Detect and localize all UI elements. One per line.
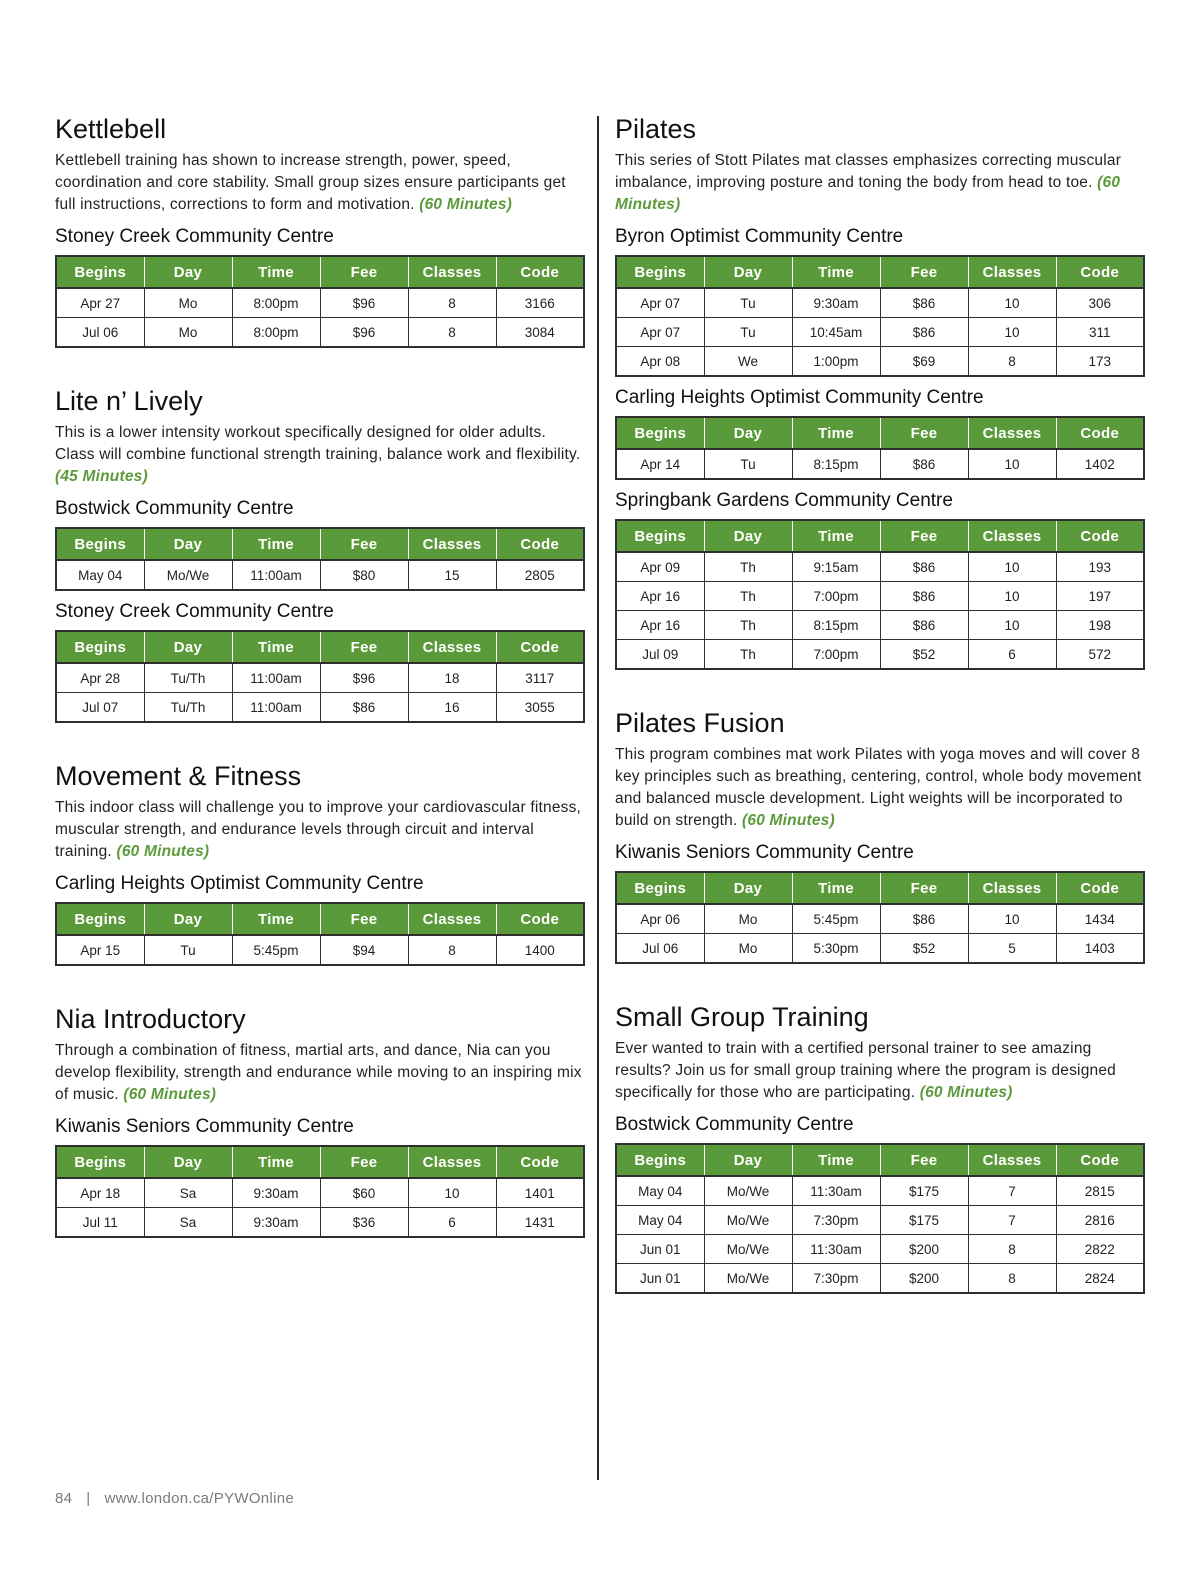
page-footer [55,1490,294,1507]
cell-classes: 8 [968,347,1056,377]
cell-day: Mo [704,904,792,934]
cell-code: 1402 [1056,449,1144,479]
program-movement-fitness [55,759,585,966]
schedule-table [615,255,1145,377]
column-header-classes: Classes [968,417,1056,449]
column-header-code: Code [1056,520,1144,552]
column-header-time: Time [792,417,880,449]
cell-day: Sa [144,1178,232,1208]
cell-begins: Apr 15 [56,935,144,965]
cell-fee: $175 [880,1176,968,1206]
column-header-day: Day [704,417,792,449]
cell-classes: 8 [408,935,496,965]
cell-day: Th [704,582,792,611]
cell-begins: Apr 07 [616,288,704,318]
cell-code: 1403 [1056,934,1144,964]
schedule-table [615,871,1145,964]
column-header-code: Code [496,528,584,560]
cell-code: 311 [1056,318,1144,347]
location-block [615,840,1145,964]
column-header-begins: Begins [56,631,144,663]
duration-label: (45 Minutes) [55,468,148,485]
cell-code: 3084 [496,318,584,348]
column-header-fee: Fee [320,903,408,935]
cell-code: 1431 [496,1208,584,1238]
location-block [615,488,1145,670]
cell-time: 10:45am [792,318,880,347]
cell-day: Mo/We [144,560,232,590]
location-name: Springbank Gardens Community Centre [615,490,953,511]
cell-classes: 10 [968,904,1056,934]
column-header-fee: Fee [320,256,408,288]
cell-day: Mo [704,934,792,964]
cell-classes: 10 [968,288,1056,318]
table-row [616,1264,1144,1294]
cell-fee: $96 [320,318,408,348]
column-header-begins: Begins [56,256,144,288]
cell-day: We [704,347,792,377]
column-header-day: Day [704,520,792,552]
column-header-time: Time [232,903,320,935]
table-header-row [616,256,1144,288]
cell-day: Tu [704,318,792,347]
schedule-table [55,902,585,966]
program-nia-introductory [55,1002,585,1238]
cell-classes: 8 [408,318,496,348]
column-header-fee: Fee [880,1144,968,1176]
program-title: Pilates [615,114,697,144]
cell-fee: $69 [880,347,968,377]
table-row [616,640,1144,670]
duration-label: (60 Minutes) [615,174,1121,213]
cell-fee: $86 [880,318,968,347]
program-description [55,422,585,488]
column-header-begins: Begins [616,256,704,288]
schedule-table [615,519,1145,670]
column-header-begins: Begins [616,1144,704,1176]
footer-url-link[interactable]: www.london.ca/PYWOnline [104,1490,294,1507]
table-header-row [56,528,584,560]
cell-time: 7:30pm [792,1206,880,1235]
table-header-row [616,417,1144,449]
location-block [615,1112,1145,1294]
cell-day: Mo/We [704,1206,792,1235]
table-row [616,347,1144,377]
cell-begins: Apr 27 [56,288,144,318]
program-pilates-fusion [615,706,1145,964]
column-header-fee: Fee [320,528,408,560]
program-title: Small Group Training [615,1002,869,1032]
column-header-time: Time [232,1146,320,1178]
cell-classes: 7 [968,1176,1056,1206]
cell-begins: Jun 01 [616,1235,704,1264]
duration-label: (60 Minutes) [919,1084,1013,1101]
cell-code: 1401 [496,1178,584,1208]
column-header-day: Day [144,631,232,663]
program-small-group-training [615,1000,1145,1294]
left-column [55,112,585,1274]
cell-begins: Apr 18 [56,1178,144,1208]
cell-fee: $86 [320,693,408,723]
column-header-classes: Classes [408,1146,496,1178]
cell-classes: 8 [968,1235,1056,1264]
table-header-row [56,1146,584,1178]
table-row [56,693,584,723]
cell-day: Mo/We [704,1176,792,1206]
cell-fee: $175 [880,1206,968,1235]
column-header-day: Day [704,1144,792,1176]
column-header-fee: Fee [880,417,968,449]
cell-begins: Apr 08 [616,347,704,377]
program-description [55,1040,585,1106]
column-header-code: Code [496,631,584,663]
program-lite-n-lively [55,384,585,723]
duration-label: (60 Minutes) [419,196,513,213]
description-text: This indoor class will challenge you to improve your cardiovascular fitness, muscular strength, and endurance levels through circuit and interval training. [55,799,582,860]
location-block [615,224,1145,377]
table-header-row [616,872,1144,904]
cell-classes: 18 [408,663,496,693]
table-row [616,449,1144,479]
schedule-table [615,416,1145,480]
cell-begins: Jul 06 [616,934,704,964]
cell-begins: Apr 28 [56,663,144,693]
cell-code: 3166 [496,288,584,318]
table-header-row [616,520,1144,552]
cell-fee: $80 [320,560,408,590]
cell-classes: 10 [968,611,1056,640]
cell-time: 9:15am [792,552,880,582]
cell-code: 1434 [1056,904,1144,934]
cell-time: 8:15pm [792,611,880,640]
page-number: 84 [55,1490,73,1507]
cell-day: Mo [144,288,232,318]
cell-code: 306 [1056,288,1144,318]
cell-time: 9:30am [232,1178,320,1208]
location-name: Carling Heights Optimist Community Centre [55,873,424,894]
column-header-classes: Classes [968,256,1056,288]
cell-begins: Jun 01 [616,1264,704,1294]
column-header-classes: Classes [408,528,496,560]
table-row [56,663,584,693]
column-divider [597,116,599,1480]
table-row [56,318,584,348]
location-block [55,496,585,591]
cell-begins: May 04 [616,1206,704,1235]
column-header-time: Time [232,256,320,288]
column-header-day: Day [144,256,232,288]
column-header-classes: Classes [408,903,496,935]
cell-fee: $86 [880,904,968,934]
cell-day: Th [704,640,792,670]
table-row [56,560,584,590]
cell-time: 8:00pm [232,288,320,318]
cell-fee: $96 [320,288,408,318]
location-block [55,599,585,723]
cell-begins: Jul 09 [616,640,704,670]
cell-time: 5:30pm [792,934,880,964]
cell-time: 5:45pm [232,935,320,965]
program-description [615,744,1145,832]
cell-time: 7:00pm [792,582,880,611]
program-description [615,1038,1145,1104]
program-kettlebell [55,112,585,348]
program-title: Nia Introductory [55,1004,246,1034]
column-header-fee: Fee [320,631,408,663]
column-header-code: Code [1056,256,1144,288]
column-header-day: Day [704,256,792,288]
cell-classes: 5 [968,934,1056,964]
cell-classes: 15 [408,560,496,590]
cell-day: Tu [144,935,232,965]
table-row [616,288,1144,318]
duration-label: (60 Minutes) [742,812,835,829]
cell-day: Tu [704,449,792,479]
program-description [55,797,585,863]
column-header-day: Day [144,1146,232,1178]
cell-code: 3055 [496,693,584,723]
cell-day: Mo/We [704,1264,792,1294]
cell-time: 5:45pm [792,904,880,934]
cell-fee: $94 [320,935,408,965]
cell-begins: Jul 07 [56,693,144,723]
table-row [616,904,1144,934]
right-column [615,112,1145,1330]
program-description [615,150,1145,216]
column-header-time: Time [232,631,320,663]
schedule-table [55,1145,585,1238]
cell-time: 1:00pm [792,347,880,377]
column-header-classes: Classes [968,1144,1056,1176]
location-name: Kiwanis Seniors Community Centre [55,1116,354,1137]
location-block [55,871,585,966]
schedule-table [55,527,585,591]
location-block [55,1114,585,1238]
column-header-begins: Begins [616,417,704,449]
location-name: Bostwick Community Centre [615,1114,854,1135]
cell-code: 198 [1056,611,1144,640]
cell-time: 8:00pm [232,318,320,348]
cell-begins: May 04 [56,560,144,590]
cell-time: 11:00am [232,560,320,590]
cell-day: Sa [144,1208,232,1238]
description-text: Kettlebell training has shown to increase strength, power, speed, coordination and core stability. Small group sizes ensure participants get full instructions, corrections to form and motivation. [55,152,566,213]
column-header-time: Time [792,1144,880,1176]
cell-classes: 6 [968,640,1056,670]
cell-classes: 10 [968,552,1056,582]
cell-begins: Apr 16 [616,582,704,611]
cell-classes: 7 [968,1206,1056,1235]
column-header-classes: Classes [968,520,1056,552]
table-row [616,1176,1144,1206]
cell-fee: $96 [320,663,408,693]
cell-begins: Apr 07 [616,318,704,347]
column-header-begins: Begins [616,520,704,552]
cell-time: 7:30pm [792,1264,880,1294]
column-header-day: Day [704,872,792,904]
cell-time: 7:00pm [792,640,880,670]
table-row [616,1206,1144,1235]
column-header-classes: Classes [408,256,496,288]
cell-code: 193 [1056,552,1144,582]
table-row [56,1178,584,1208]
column-header-code: Code [1056,1144,1144,1176]
cell-day: Mo [144,318,232,348]
table-header-row [56,631,584,663]
cell-code: 2805 [496,560,584,590]
column-header-day: Day [144,528,232,560]
cell-day: Tu [704,288,792,318]
table-row [56,288,584,318]
cell-day: Tu/Th [144,693,232,723]
program-description [55,150,585,216]
column-header-begins: Begins [616,872,704,904]
cell-classes: 16 [408,693,496,723]
location-name: Bostwick Community Centre [55,498,294,519]
cell-code: 197 [1056,582,1144,611]
cell-code: 173 [1056,347,1144,377]
location-block [55,224,585,348]
cell-time: 11:30am [792,1176,880,1206]
column-header-classes: Classes [408,631,496,663]
cell-fee: $86 [880,449,968,479]
description-text: This program combines mat work Pilates with yoga moves and will cover 8 key principles such as breathing, centering, control, whole body movement and balanced muscle development. Light weights will be incorporated to build on strength. [615,746,1142,829]
table-header-row [616,1144,1144,1176]
column-header-begins: Begins [56,528,144,560]
cell-fee: $52 [880,640,968,670]
location-name: Stoney Creek Community Centre [55,601,334,622]
cell-day: Th [704,611,792,640]
cell-code: 3117 [496,663,584,693]
column-header-fee: Fee [880,256,968,288]
table-row [56,935,584,965]
cell-fee: $86 [880,582,968,611]
column-header-classes: Classes [968,872,1056,904]
program-title: Movement & Fitness [55,761,302,791]
cell-classes: 8 [968,1264,1056,1294]
table-row [616,552,1144,582]
column-header-code: Code [496,256,584,288]
column-header-fee: Fee [880,520,968,552]
cell-classes: 10 [968,449,1056,479]
description-text: Through a combination of fitness, martial arts, and dance, Nia can you develop flexibility, strength and endurance while moving to an inspiring mix of music. [55,1042,582,1103]
cell-time: 11:00am [232,663,320,693]
cell-fee: $36 [320,1208,408,1238]
schedule-table [615,1143,1145,1294]
column-header-fee: Fee [880,872,968,904]
cell-fee: $52 [880,934,968,964]
cell-day: Th [704,552,792,582]
table-row [56,1208,584,1238]
cell-begins: Apr 14 [616,449,704,479]
cell-code: 1400 [496,935,584,965]
program-title: Kettlebell [55,114,167,144]
cell-begins: Apr 09 [616,552,704,582]
cell-code: 2815 [1056,1176,1144,1206]
schedule-table [55,255,585,348]
cell-code: 2816 [1056,1206,1144,1235]
column-header-time: Time [792,520,880,552]
cell-classes: 8 [408,288,496,318]
column-header-code: Code [1056,872,1144,904]
column-header-code: Code [1056,417,1144,449]
location-name: Kiwanis Seniors Community Centre [615,842,914,863]
table-row [616,582,1144,611]
column-header-time: Time [232,528,320,560]
cell-fee: $86 [880,288,968,318]
cell-time: 9:30am [232,1208,320,1238]
column-header-begins: Begins [56,1146,144,1178]
duration-label: (60 Minutes) [116,843,210,860]
schedule-table [55,630,585,723]
cell-fee: $200 [880,1264,968,1294]
cell-begins: Apr 06 [616,904,704,934]
cell-classes: 6 [408,1208,496,1238]
cell-time: 8:15pm [792,449,880,479]
table-row [616,934,1144,964]
description-text: Ever wanted to train with a certified personal trainer to see amazing results? Join us for small group training where the program is designed specifically for those who are participating. [615,1040,1116,1101]
cell-begins: May 04 [616,1176,704,1206]
table-header-row [56,256,584,288]
column-header-begins: Begins [56,903,144,935]
cell-classes: 10 [408,1178,496,1208]
cell-begins: Jul 11 [56,1208,144,1238]
cell-begins: Jul 06 [56,318,144,348]
cell-fee: $60 [320,1178,408,1208]
column-header-code: Code [496,1146,584,1178]
footer-separator: | [86,1490,91,1507]
cell-fee: $86 [880,552,968,582]
location-name: Carling Heights Optimist Community Centre [615,387,984,408]
cell-fee: $86 [880,611,968,640]
column-header-code: Code [496,903,584,935]
program-title: Pilates Fusion [615,708,785,738]
description-text: This series of Stott Pilates mat classes emphasizes correcting muscular imbalance, improving posture and toning the body from head to toe. [615,152,1122,191]
column-header-time: Time [792,872,880,904]
cell-time: 9:30am [792,288,880,318]
column-header-day: Day [144,903,232,935]
table-header-row [56,903,584,935]
table-row [616,1235,1144,1264]
program-pilates [615,112,1145,670]
cell-classes: 10 [968,582,1056,611]
cell-day: Tu/Th [144,663,232,693]
column-header-fee: Fee [320,1146,408,1178]
cell-code: 2822 [1056,1235,1144,1264]
program-title: Lite n’ Lively [55,386,203,416]
location-name: Byron Optimist Community Centre [615,226,904,247]
duration-label: (60 Minutes) [123,1086,217,1103]
cell-begins: Apr 16 [616,611,704,640]
table-row [616,611,1144,640]
location-block [615,385,1145,480]
column-header-time: Time [792,256,880,288]
table-row [616,318,1144,347]
description-text: This is a lower intensity workout specifically designed for older adults. Class will combine functional strength training, balance work and flexibility. [55,424,581,463]
cell-code: 2824 [1056,1264,1144,1294]
cell-time: 11:30am [792,1235,880,1264]
cell-classes: 10 [968,318,1056,347]
cell-time: 11:00am [232,693,320,723]
cell-code: 572 [1056,640,1144,670]
cell-day: Mo/We [704,1235,792,1264]
cell-fee: $200 [880,1235,968,1264]
location-name: Stoney Creek Community Centre [55,226,334,247]
